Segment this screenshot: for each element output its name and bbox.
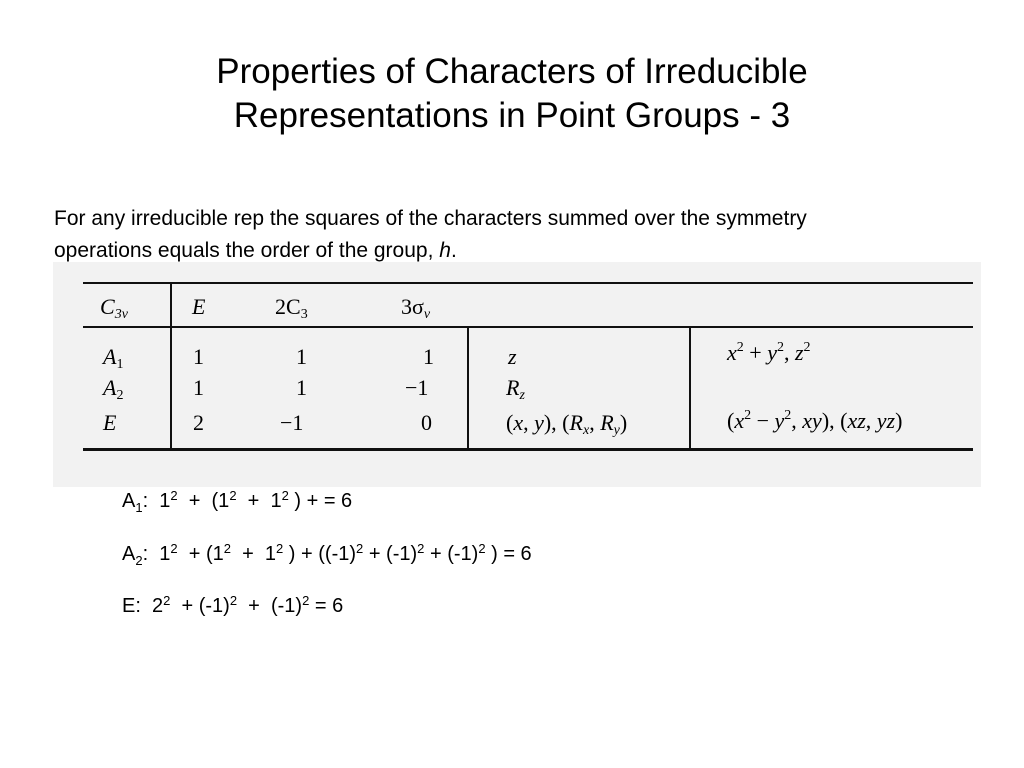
table-vrule-2 — [467, 326, 469, 448]
point-group-label: $C_{3v}$ — [100, 294, 128, 322]
character-table-image — [53, 262, 981, 487]
equation-E: E: $2^2 + (-1)^2 + (-1)^2 = 6$ — [122, 593, 344, 617]
char-E-3sigma: 0 — [421, 410, 432, 435]
table-header-rule — [83, 326, 973, 328]
char-A2-E: 1 — [193, 375, 204, 400]
table-top-rule — [83, 282, 973, 284]
slide-title — [0, 50, 1024, 138]
intro-line-2: operations equals the order of the group, h. — [54, 239, 457, 262]
quadratic-A1: $x^2 + y^2$, $z^2$ — [727, 340, 811, 365]
char-A1-E: 1 — [193, 344, 204, 369]
intro-paragraph — [54, 203, 994, 267]
linear-A1: z — [508, 344, 517, 369]
table-vrule-1 — [170, 284, 172, 448]
char-A1-3sigma: 1 — [423, 344, 434, 369]
irrep-A2: $A_2$ — [103, 375, 124, 403]
char-E-E: 2 — [193, 410, 204, 435]
header-E: E — [192, 294, 206, 319]
order-variable: h — [439, 239, 451, 262]
quadratic-E: ($x^2 - y^2$, xy), (xz, yz) — [727, 408, 903, 433]
linear-A2: $R_z$ — [506, 375, 525, 403]
table-bottom-rule — [83, 448, 973, 451]
equation-A2: $A_2$: $1^2 + (1^2 + 1^2$ ) + ($(-1)^2 + (-1)^2 + (-1)^2$ ) = 6 — [122, 541, 532, 568]
char-E-2C3: −1 — [280, 410, 304, 435]
char-A1-2C3: 1 — [296, 344, 307, 369]
table-vrule-3 — [689, 326, 691, 448]
irrep-E: E — [103, 410, 117, 435]
title-line-1: Properties of Characters of Irreducible — [216, 52, 808, 91]
header-2C3: $2C_3$ — [275, 294, 308, 322]
title-line-2: Representations in Point Groups - 3 — [233, 96, 791, 135]
char-A2-3sigma: −1 — [405, 375, 429, 400]
equation-A1: $A_1$: $1^2 + (1^2 + 1^2$ ) + = 6 — [122, 488, 353, 515]
intro-line-1: For any irreducible rep the squares of the characters summed over the symmetry — [54, 207, 807, 230]
header-3sigma-v: $3\sigma_v$ — [401, 294, 431, 322]
char-A2-2C3: 1 — [296, 375, 307, 400]
irrep-A1: $A_1$ — [103, 344, 124, 372]
linear-E: (x, y), ($R_x$, $R_y$) — [506, 410, 628, 438]
